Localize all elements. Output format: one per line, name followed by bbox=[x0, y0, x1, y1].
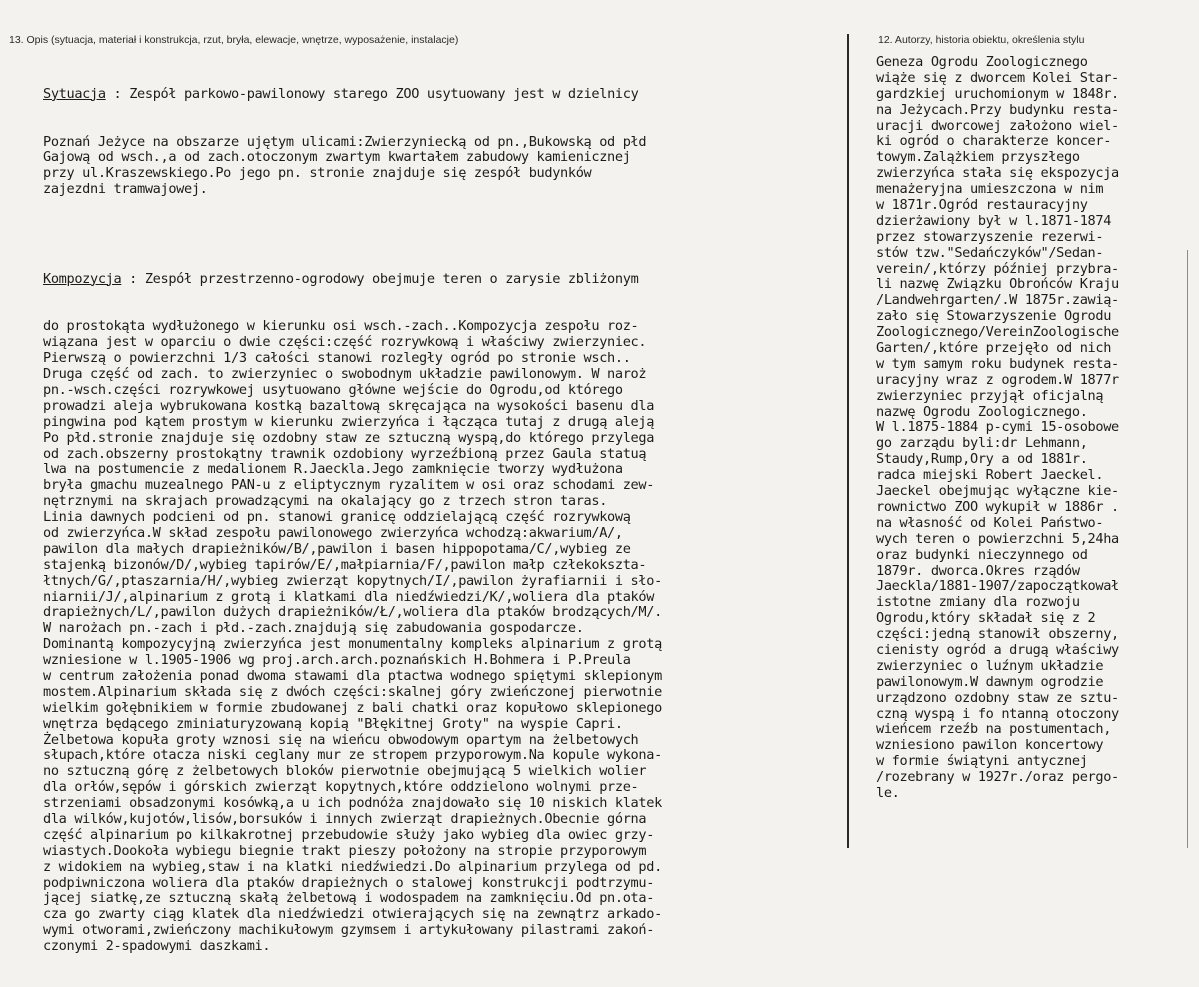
column-divider bbox=[847, 34, 849, 848]
text-line: zało się Stowarzyszenie Ogrodu bbox=[876, 308, 1112, 325]
text-line: cienisty ogród a drugą właściwy bbox=[876, 641, 1119, 658]
text-line: wiąże się z dworcem Kolei Star- bbox=[876, 69, 1119, 86]
text-line: pawilon dla małych drapieżników/B/,pawilon i basen hippopotama/C/,wybieg ze bbox=[43, 540, 631, 557]
history-column bbox=[876, 55, 1196, 802]
text-line: Poznań Jeżyce na obszarze ujętym ulicami:Zwierzyniecką od pn.,Bukowską od płd bbox=[43, 133, 647, 150]
text-line: wiązana jest w oparciu o dwie części:część rozrywkową i właściwy zwierzyniec. bbox=[43, 334, 647, 351]
sytuacja-heading: Sytuacja bbox=[43, 85, 106, 102]
text-line: w centrum założenia ponad dwoma stawami dla ptactwa wodnego spiętymi sklepionym bbox=[43, 668, 662, 684]
text-line: le. bbox=[876, 784, 900, 801]
text-line: Linia dawnych podcieni od pn. stanowi granicę oddzielającą część rozrywkową bbox=[43, 509, 631, 526]
text-line: Zoologicznego/VereinZoologische bbox=[876, 324, 1119, 341]
text-line: mostem.Alpinarium składa się z dwóch części:skalnej góry zwieńczonej pierwotnie bbox=[43, 683, 662, 700]
text-line: zajezdni tramwajowej. bbox=[43, 181, 208, 198]
text-line: wielkim gołębnikiem w formie zbudowanej z bali chatki oraz kopułowo sklepionego bbox=[43, 699, 662, 716]
text-line: Dominantą kompozycyjną zwierzyńca jest monumentalny kompleks alpinarium z grotą bbox=[43, 636, 662, 653]
text-line: wych teren o powierzchni 5,24ha bbox=[876, 530, 1119, 547]
text-line: Ogrodu,który składał się z 2 bbox=[876, 610, 1096, 627]
text-line: czną wyspą i fo ntanną otoczony bbox=[876, 705, 1119, 722]
text-line: Jaeckel obejmując wyłączne kie- bbox=[876, 483, 1119, 500]
text-line: stów tzw."Sedańczyków"/Sedan- bbox=[876, 244, 1104, 261]
text-line: cza go zwarty ciąg klatek dla niedźwiedzi otwierających się na zewnątrz arkado- bbox=[43, 906, 662, 923]
text-line: jącej siatkę,ze sztuczną skałą żelbetową i wodospadem na zamknięciu.Od pn.ota- bbox=[43, 890, 655, 907]
text-line: na własność od Kolei Państwo- bbox=[876, 514, 1104, 531]
text-line: radca miejski Robert Jaeckel. bbox=[876, 467, 1104, 484]
text-line: W l.1875-1884 p-cymi 15-osobowe bbox=[876, 419, 1119, 436]
text-line: verein/,którzy później przybra- bbox=[876, 260, 1119, 277]
text-line: istotne zmiany dla rozwoju bbox=[876, 594, 1080, 611]
text-line: dzierżawiony był w l.1871-1874 bbox=[876, 212, 1112, 229]
text-line: gardzkiej uruchomionym w 1848r. bbox=[876, 85, 1119, 102]
text-line: Garten/,które przejęło od nich bbox=[876, 340, 1112, 357]
text-line: uracyjny wraz z ogrodem.W 1877r bbox=[876, 371, 1119, 388]
text-line: Żelbetowa kopuła groty wznosi się na wieńcu obwodowym opartym na żelbetowych bbox=[43, 731, 639, 748]
text-line: bryła gmachu muzealnego PAN-u z eliptycznym ryzalitem w osi oraz schodami zew- bbox=[43, 477, 655, 494]
text-line: w formie świątyni antycznej bbox=[876, 753, 1088, 770]
text-line: 1879r. dworca.Okres rządów bbox=[876, 562, 1080, 579]
text-line: strzeniami obsadzonymi kosówką,a u ich podnóża znajdowało się 10 niskich klatek bbox=[43, 795, 662, 812]
text-line: zwierzyniec przyjął oficjalną bbox=[876, 387, 1104, 404]
text-line: Staudy,Rump,Ory a od 1881r. bbox=[876, 451, 1088, 468]
text-line: oraz budynki nieczynnego od bbox=[876, 546, 1088, 563]
text-line: /Landwehrgarten/.W 1875r.zawią- bbox=[876, 292, 1119, 309]
text-line: dla wilków,kujotów,lisów,borsuków i innych zwierząt drapieżnych.Obecnie górna bbox=[43, 811, 647, 828]
text-line: pawilonowym.W dawnym ogrodzie bbox=[876, 673, 1104, 690]
text-line: menażeryjna umieszczona w nim bbox=[876, 181, 1104, 198]
text-line: przy ul.Kraszewskiego.Po jego pn. stronie znajduje się zespół budynków bbox=[43, 165, 592, 182]
text-line: wzniesiono pawilon koncertowy bbox=[876, 737, 1104, 754]
section-13-header: 13. Opis (sytuacja, materiał i konstrukcja, rzut, bryła, elewacje, wnętrze, wyposażenie, instalacje) bbox=[9, 34, 459, 46]
text-line: na Jeżycach.Przy budynku resta- bbox=[876, 101, 1119, 118]
text-line: rownictwo ZOO wykupił w 1886r . bbox=[876, 498, 1119, 515]
text-line: pingwina pod kątem prostym w kierunku zwierzyńca i łącząca tutaj z drugą aleją bbox=[43, 413, 655, 430]
text-line: drapieżnych/L/,pawilon dużych drapieżników/Ł/,woliera dla ptaków brodzących/M/. bbox=[43, 604, 662, 621]
text-line: niarnii/J/,alpinarium z grotą i klatkami dla niedźwiedzi/K/,woliera dla ptaków bbox=[43, 588, 655, 605]
text-line: Gajową od wsch.,a od zach.otoczonym zwartym kwartałem zabudowy kamienicznej bbox=[43, 149, 631, 166]
text-line: zwierzyniec o luźnym układzie bbox=[876, 657, 1104, 674]
text-line: stajenką bizonów/D/,wybieg tapirów/E/,małpiarnia/F/,pawilon małp człekokszta- bbox=[43, 556, 647, 573]
text-line: nazwę Ogrodu Zoologicznego. bbox=[876, 403, 1088, 420]
kompozycja-paragraph bbox=[43, 319, 843, 955]
text-line: Po płd.stronie znajduje się ozdobny staw ze sztuczną wyspą,do którego przylega bbox=[43, 429, 655, 446]
text-line: lwa na postumencie z medalionem R.Jaeckla.Jego zamknięcie tworzy wydłużona bbox=[43, 461, 623, 478]
text-line: towym.Zalążkiem przyszłego bbox=[876, 149, 1080, 166]
text-line: czonymi 2-spadowymi daszkami. bbox=[43, 938, 271, 955]
text-line: Pierwszą o powierzchni 1/3 całości stanowi rozległy ogród po stronie wsch.. bbox=[43, 350, 631, 367]
text-line: nętrznymi na skrajach prowadzącymi na okalający go z trzech stron taras. bbox=[43, 493, 608, 510]
text-line: pn.-wsch.części rozrywkowej usytuowano główne wejście do Ogrodu,od którego bbox=[43, 381, 623, 398]
text-line: prowadzi aleja wybrukowana kostką bazaltową skręcająca na wysokości basenu dla bbox=[43, 397, 655, 414]
text-line: wnętrza będącego zminiaturyzowaną kopią "Błękitnej Groty" na wyspie Capri. bbox=[43, 715, 623, 732]
text-line: wzniesione w l.1905-1906 wg proj.arch.arch.poznańskich H.Bohmera i P.Preula bbox=[43, 652, 631, 669]
text-line: w 1871r.Ogród restauracyjny bbox=[876, 197, 1088, 214]
kompozycja-first-line: Kompozycja : Zespół przestrzenno-ogrodowy obejmuje teren o zarysie zbliżonym bbox=[43, 270, 639, 287]
text-line: wiastych.Dookoła wybiegu biegnie trakt pieszy położony na stropie przyporowym bbox=[43, 842, 647, 859]
text-line: od zach.obszerny prostokątny trawnik ozdobiony wyrzeźbioną przez Gaula statuą bbox=[43, 445, 647, 462]
text-line: urządzono ozdobny staw ze sztu- bbox=[876, 689, 1119, 706]
text-line: Geneza Ogrodu Zoologicznego bbox=[876, 54, 1088, 70]
text-line: no sztuczną górę z żelbetowych bloków pierwotnie obejmującą 5 wielkich wolier bbox=[43, 763, 647, 780]
text-line: zwierzyńca stała się ekspozycja bbox=[876, 165, 1119, 182]
description-column bbox=[43, 55, 843, 987]
text-line: ki ogród o charakterze koncer- bbox=[876, 133, 1112, 150]
text-line: podpiwniczona woliera dla ptaków drapieżnych o stalowej konstrukcji podtrzymu- bbox=[43, 874, 655, 891]
text-line: wieńcem rzeźb na postumentach, bbox=[876, 721, 1112, 738]
text-line: uracji dworcowej założono wiel- bbox=[876, 117, 1119, 134]
section-12-header: 12. Autorzy, historia obiektu, określenia stylu bbox=[878, 34, 1085, 46]
sytuacja-first-line: Sytuacja : Zespół parkowo-pawilonowy starego ZOO usytuowany jest w dzielnicy bbox=[43, 85, 639, 102]
sytuacja-paragraph bbox=[43, 135, 843, 199]
text-line: li nazwę Związku Obrońców Kraju bbox=[876, 276, 1119, 293]
text-line: słupach,które otacza niski ceglany mur ze stropem przyporowym.Na kopule wykona- bbox=[43, 747, 662, 764]
kompozycja-heading: Kompozycja bbox=[43, 270, 122, 287]
text-line: od zwierzyńca.W skład zespołu pawilonowego zwierzyńca wchodzą:akwarium/A/, bbox=[43, 524, 623, 541]
text-line: do prostokąta wydłużonego w kierunku osi wsch.-zach..Kompozycja zespołu roz- bbox=[43, 318, 639, 335]
text-line: w tym samym roku budynek resta- bbox=[876, 355, 1119, 372]
text-line: go zarządu byli:dr Lehmann, bbox=[876, 435, 1088, 452]
text-line: z widokiem na wybieg,staw i na klatki niedźwiedzi.Do alpinarium przylega od pd. bbox=[43, 858, 662, 875]
text-line: łtnych/G/,ptaszarnia/H/,wybieg zwierząt kopytnych/I/,pawilon żyrafiarnii i sło- bbox=[43, 572, 662, 589]
text-line: W narożach pn.-zach i płd.-zach.znajdują się zabudowania gospodarcze. bbox=[43, 620, 584, 637]
text-line: /rozebrany w 1927r./oraz pergo- bbox=[876, 769, 1119, 786]
text-line: przez stowarzyszenie rezerwi- bbox=[876, 228, 1104, 245]
text-line: Druga część od zach. to zwierzyniec o swobodnym układzie pawilonowym. W naroż bbox=[43, 366, 647, 383]
text-line: dla orłów,sępów i górskich zwierząt kopytnych,które oddzielono wolnymi prze- bbox=[43, 779, 639, 796]
text-line: wymi otworami,zwieńczony machikułowym gzymsem i artykułowany pilastrami zakoń- bbox=[43, 922, 655, 939]
text-line: części:jedną stanowił obszerny, bbox=[876, 626, 1119, 643]
text-line: Jaeckla/1881-1907/zapoczątkował bbox=[876, 578, 1119, 595]
text-line: część alpinarium po kilkakrotnej przebudowie służy jako wybieg dla owiec grzy- bbox=[43, 826, 655, 843]
